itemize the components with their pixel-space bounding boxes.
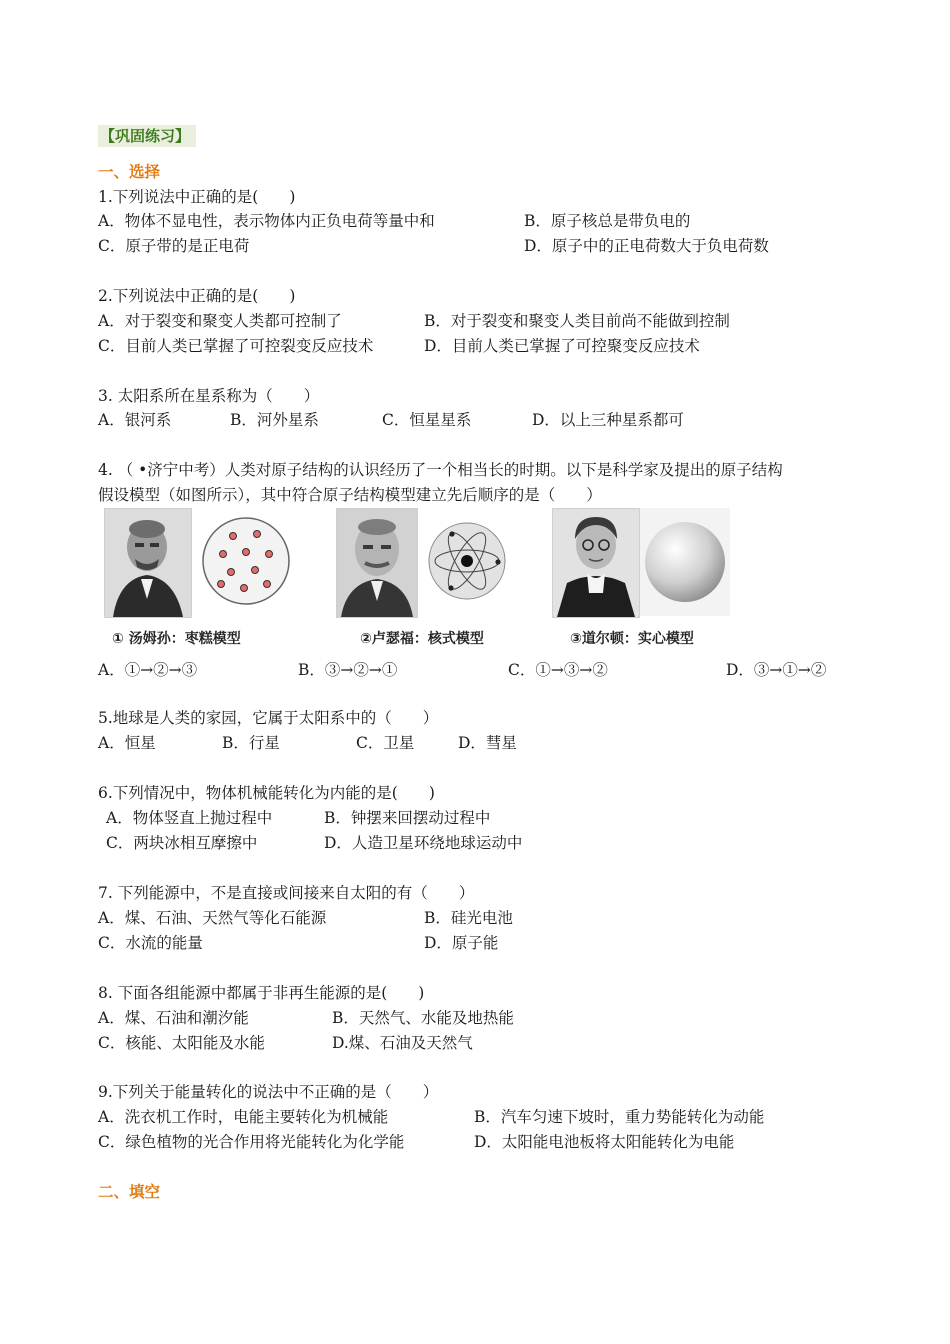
- question-5-option-a: A．恒星: [98, 734, 156, 752]
- question-6-option-a: A．物体竖直上抛过程中: [106, 809, 273, 827]
- question-6-option-d: D．人造卫星环绕地球运动中: [324, 834, 523, 852]
- heading-fill-in: 二、填空: [98, 1183, 161, 1201]
- question-8-option-c: C．核能、太阳能及水能: [98, 1034, 265, 1052]
- question-4-option-b: B．③→②→①: [298, 661, 398, 679]
- question-3-option-a: A．银河系: [98, 411, 172, 429]
- question-1-option-a: A．物体不显电性，表示物体内正负电荷等量中和: [98, 212, 435, 230]
- question-1-option-c: C．原子带的是正电荷: [98, 237, 250, 255]
- question-4-option-c: C．①→③→②: [508, 661, 608, 679]
- question-4-stem-line2: 假设模型（如图所示），其中符合原子结构模型建立先后顺序的是（ ）: [98, 486, 602, 504]
- question-8-option-b: B．天然气、水能及地热能: [332, 1009, 514, 1027]
- question-9-stem: 9.下列关于能量转化的说法中不正确的是（ ）: [98, 1083, 439, 1101]
- question-2-option-d: D．目前人类已掌握了可控聚变反应技术: [424, 337, 700, 355]
- question-1-option-b: B．原子核总是带负电的: [524, 212, 691, 230]
- question-6-option-b: B．钟摆来回摆动过程中: [324, 809, 491, 827]
- question-2-stem: 2.下列说法中正确的是( ): [98, 287, 296, 305]
- section-badge: 【巩固练习】: [98, 125, 196, 147]
- figure-caption-dalton: ③道尔顿：实心模型: [570, 631, 694, 647]
- question-9-option-a: A．洗衣机工作时，电能主要转化为机械能: [98, 1108, 389, 1126]
- question-7-option-d: D．原子能: [424, 934, 499, 952]
- question-1-option-d: D．原子中的正电荷数大于负电荷数: [524, 237, 769, 255]
- question-8-option-a: A．煤、石油和潮汐能: [98, 1009, 249, 1027]
- solid-sphere-model-diagram: [640, 508, 730, 616]
- question-9-option-c: C．绿色植物的光合作用将光能转化为化学能: [98, 1133, 405, 1151]
- question-8-option-d: D.煤、石油及天然气: [332, 1034, 473, 1052]
- nuclear-model-diagram: [426, 514, 508, 608]
- question-5-option-d: D．彗星: [458, 734, 517, 752]
- question-8-stem: 8. 下面各组能源中都属于非再生能源的是( ): [98, 984, 425, 1002]
- question-3-stem: 3. 太阳系所在星系称为（ ）: [98, 387, 320, 405]
- question-5-stem: 5.地球是人类的家园，它属于太阳系中的（ ）: [98, 709, 439, 727]
- question-7-stem: 7. 下列能源中，不是直接或间接来自太阳的有（ ）: [98, 884, 475, 902]
- question-4-option-a: A．①→②→③: [98, 661, 198, 679]
- question-2-option-c: C．目前人类已掌握了可控裂变反应技术: [98, 337, 374, 355]
- plum-pudding-model-diagram: [199, 514, 293, 608]
- question-1-stem: 1.下列说法中正确的是( ): [98, 188, 296, 206]
- dalton-portrait: [552, 508, 640, 618]
- question-5-option-c: C．卫星: [356, 734, 415, 752]
- question-4-stem-line1: 4. （ •济宁中考）人类对原子结构的认识经历了一个相当长的时期。以下是科学家及提出的原子结构: [98, 461, 783, 479]
- question-7-option-b: B．硅光电池: [424, 909, 513, 927]
- question-7-option-a: A．煤、石油、天然气等化石能源: [98, 909, 327, 927]
- heading-choice: 一、选择: [98, 163, 161, 181]
- question-2-option-a: A．对于裂变和聚变人类都可控制了: [98, 312, 342, 330]
- question-3-option-d: D．以上三种星系都可: [532, 411, 684, 429]
- question-2-option-b: B．对于裂变和聚变人类目前尚不能做到控制: [424, 312, 730, 330]
- question-6-option-c: C．两块冰相互摩擦中: [106, 834, 258, 852]
- question-3-option-c: C．恒星星系: [382, 411, 472, 429]
- question-6-stem: 6.下列情况中，物体机械能转化为内能的是( ): [98, 784, 435, 802]
- question-9-option-d: D．太阳能电池板将太阳能转化为电能: [474, 1133, 735, 1151]
- question-7-option-c: C．水流的能量: [98, 934, 203, 952]
- rutherford-portrait: [336, 508, 418, 618]
- question-5-option-b: B．行星: [222, 734, 280, 752]
- figure-caption-rutherford: ②卢瑟福：核式模型: [360, 631, 484, 647]
- figure-caption-thomson: ① 汤姆孙：枣糕模型: [112, 631, 241, 647]
- question-9-option-b: B．汽车匀速下坡时，重力势能转化为动能: [474, 1108, 765, 1126]
- question-3-option-b: B．河外星系: [230, 411, 319, 429]
- question-4-option-d: D．③→①→②: [726, 661, 827, 679]
- thomson-portrait: [104, 508, 192, 618]
